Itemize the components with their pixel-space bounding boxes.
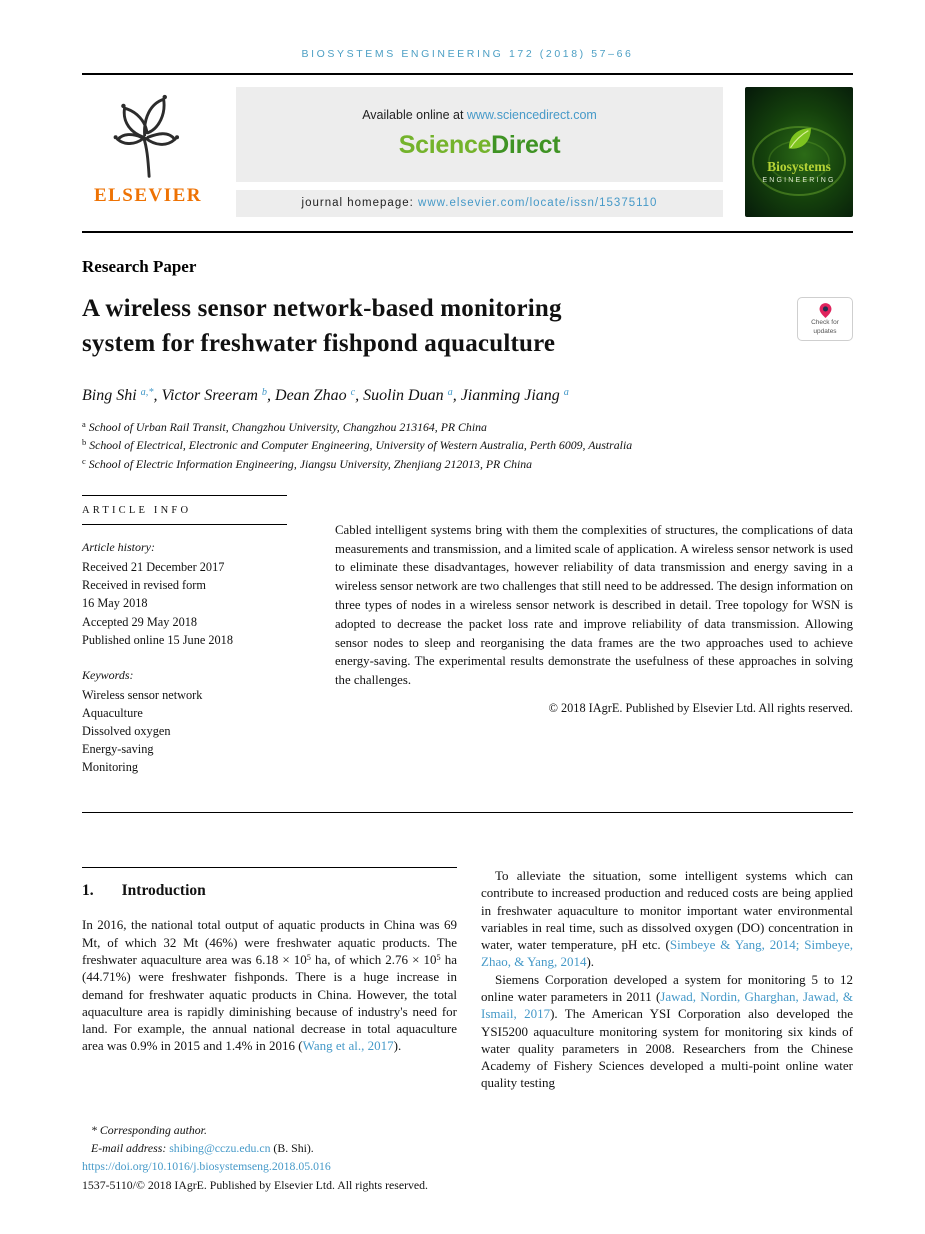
- crossmark-pin-icon: [817, 302, 834, 319]
- history-item: Accepted 29 May 2018: [82, 614, 198, 629]
- title-line-2: system for freshwater fishpond aquaculture: [82, 330, 556, 357]
- article-info-top-rule: [82, 495, 287, 497]
- history-item: 16 May 2018: [82, 596, 148, 611]
- leaf-icon: [782, 123, 816, 157]
- footnote-block: [82, 1121, 853, 1194]
- elsevier-logo[interactable]: [82, 87, 214, 217]
- abstract-copyright: © 2018 IAgrE. Published by Elsevier Ltd. All rights reserved.: [548, 701, 853, 716]
- author-list: Bing Shi $^{a,*}$, Victor Sreeram $^b$, Dean Zhao $^c$, Suolin Duan $^a$, Jianming Jiang $^a$: [82, 387, 569, 404]
- homepage-label: journal homepage:: [301, 196, 419, 209]
- keywords-label: Keywords:: [82, 667, 134, 682]
- cover-title: Biosystems: [767, 159, 831, 174]
- section-rule: [82, 867, 457, 869]
- article-info-heading: ARTICLE INFO: [82, 505, 192, 517]
- top-divider: [82, 73, 853, 75]
- title-row: [82, 291, 853, 361]
- article-info-abstract-block: [82, 495, 853, 776]
- journal-homepage-strip: [236, 190, 723, 217]
- check-updates-label: Check for updates: [811, 319, 839, 335]
- affiliations: [82, 418, 853, 473]
- journal-citation: BIOSYSTEMS ENGINEERING 172 (2018) 57–66: [301, 48, 634, 60]
- section-heading-introduction: 1. Introduction: [82, 882, 206, 900]
- email-line: E-mail address: shibing@cczu.edu.cn (B. Shi).: [91, 1141, 314, 1156]
- article-info-column: [82, 495, 287, 776]
- doi-link[interactable]: https://doi.org/10.1016/j.biosystemseng.2018.05.016: [82, 1159, 331, 1174]
- abstract-bottom-divider: [82, 812, 853, 813]
- sciencedirect-link[interactable]: www.sciencedirect.com: [466, 108, 597, 122]
- keyword-item: Monitoring: [82, 759, 139, 774]
- keyword-item: Wireless sensor network: [82, 687, 203, 702]
- inline-link[interactable]: c: [350, 387, 356, 399]
- elsevier-tree-icon: [107, 87, 189, 183]
- affiliation-a: $^a$ School of Urban Rail Transit, Changzhou University, Changzhou 213164, PR China: [82, 419, 487, 434]
- article-history-label: Article history:: [82, 540, 155, 555]
- body-columns: [82, 867, 853, 1092]
- issn-copyright-line: 1537-5110/© 2018 IAgrE. Published by Elsevier Ltd. All rights reserved.: [82, 1177, 428, 1192]
- history-item: Published online 15 June 2018: [82, 632, 233, 647]
- intro-paragraph: In 2016, the national total output of aquatic products in China was 69 Mt, of which 32 Mt (46%) were freshwater aquatic products. The freshwater aquaculture area was $6.18 \times 10^5$ ha, of which $2.76 \times 10^5$ ha (44.71%) were freshwater fishponds. There is a huge increase in demand for freshwater aquatic products in China. However, the total aquaculture area is rapidly diminishing because of industry's need for land. For example, the annual national decrease in total aquaculture area was 0.9% in 2015 and 1.4% in 2016 (Wang et al., 2017).: [82, 917, 457, 1054]
- keyword-item: Energy-saving: [82, 741, 154, 756]
- journal-header: [82, 87, 853, 217]
- affiliation-c: $^c$ School of Electric Information Engineering, Jiangsu University, Zhenjiang 212013, PR China: [82, 455, 533, 471]
- header-bottom-divider: [82, 231, 853, 234]
- article-type: Research Paper: [82, 257, 197, 276]
- title-line-1: A wireless sensor network-based monitoring: [82, 295, 562, 322]
- journal-cover: [745, 87, 853, 217]
- history-item: Received in revised form: [82, 578, 206, 593]
- abstract-text: Cabled intelligent systems bring with them the complexities of structures, the complications of data measurements and transmission, and a limited scale of application. A wireless sensor network is used to eliminate these disadvantages, however reliability of data transmission and energy saving in a wireless sensor network are two challenges that still need to be addressed. The design information on three types of nodes in a wireless sensor network is described in detail. Tree topology for WSN is adopted to decrease the packet loss rate and improve reliability of data transmission. Allowing sensor nodes to sleep and reorganising the data frames are the two approaches used to achieve energy-saving. The experimental results demonstrate the usefulness of these approaches in solving the challenges.: [335, 522, 853, 688]
- corresponding-author-note: * Corresponding author.: [91, 1122, 207, 1137]
- article-info-heading-rule: [82, 524, 287, 525]
- inline-link[interactable]: Wang et al., 2017: [302, 1038, 394, 1054]
- available-online-line: [362, 108, 597, 122]
- inline-link[interactable]: a,*: [140, 387, 154, 399]
- keyword-item: Aquaculture: [82, 705, 143, 720]
- article-title: [82, 291, 562, 361]
- available-online-label: Available online at: [362, 108, 467, 122]
- header-center: [236, 87, 723, 217]
- inline-link[interactable]: a: [447, 387, 453, 399]
- inline-link[interactable]: shibing@cczu.edu.cn: [169, 1141, 271, 1156]
- body-paragraph: Siemens Corporation developed a system for monitoring 5 to 12 online water parameters in 2011 (Jawad, Nordin, Gharghan, Jawad, & Ismail, 2017). The American YSI Corporation also developed the YSI5200 aquaculture monitoring system for monitoring six kinds of water quality parameters in 2008. Researchers from the Chinese Academy of Fishery Sciences developed a multi-point online water quality testing: [481, 971, 853, 1091]
- cover-subtitle: ENGINEERING: [762, 177, 836, 184]
- homepage-link[interactable]: www.elsevier.com/locate/issn/15375110: [418, 196, 658, 209]
- sciencedirect-logo[interactable]: ScienceDirect: [398, 131, 561, 159]
- body-left-column: [82, 867, 457, 1092]
- check-for-updates-badge[interactable]: [797, 297, 853, 341]
- history-item: Received 21 December 2017: [82, 560, 225, 575]
- keyword-item: Dissolved oxygen: [82, 723, 171, 738]
- abstract-column: [287, 495, 853, 776]
- inline-link[interactable]: a: [563, 387, 569, 399]
- body-paragraph: To alleviate the situation, some intelligent systems which can contribute to increased production and reduced costs are being applied in freshwater aquaculture to monitor important water environmental variables in real time, such as dissolved oxygen (DO) concentration in water, water temperature, pH etc. (Simbeye & Yang, 2014; Simbeye, Zhao, & Yang, 2014).: [481, 867, 853, 970]
- body-right-column: [481, 867, 853, 1092]
- affiliation-b: $^b$ School of Electrical, Electronic and Computer Engineering, University of Western Australia, Perth 6009, Australia: [82, 437, 633, 453]
- inline-link[interactable]: Jawad, Nordin, Gharghan, Jawad, & Ismail, 2017: [481, 988, 853, 1022]
- elsevier-wordmark: ELSEVIER: [93, 184, 203, 206]
- inline-link[interactable]: Simbeye & Yang, 2014; Simbeye, Zhao, & Yang, 2014: [481, 937, 853, 970]
- sciencedirect-panel: [236, 87, 723, 182]
- inline-link[interactable]: b: [261, 387, 268, 399]
